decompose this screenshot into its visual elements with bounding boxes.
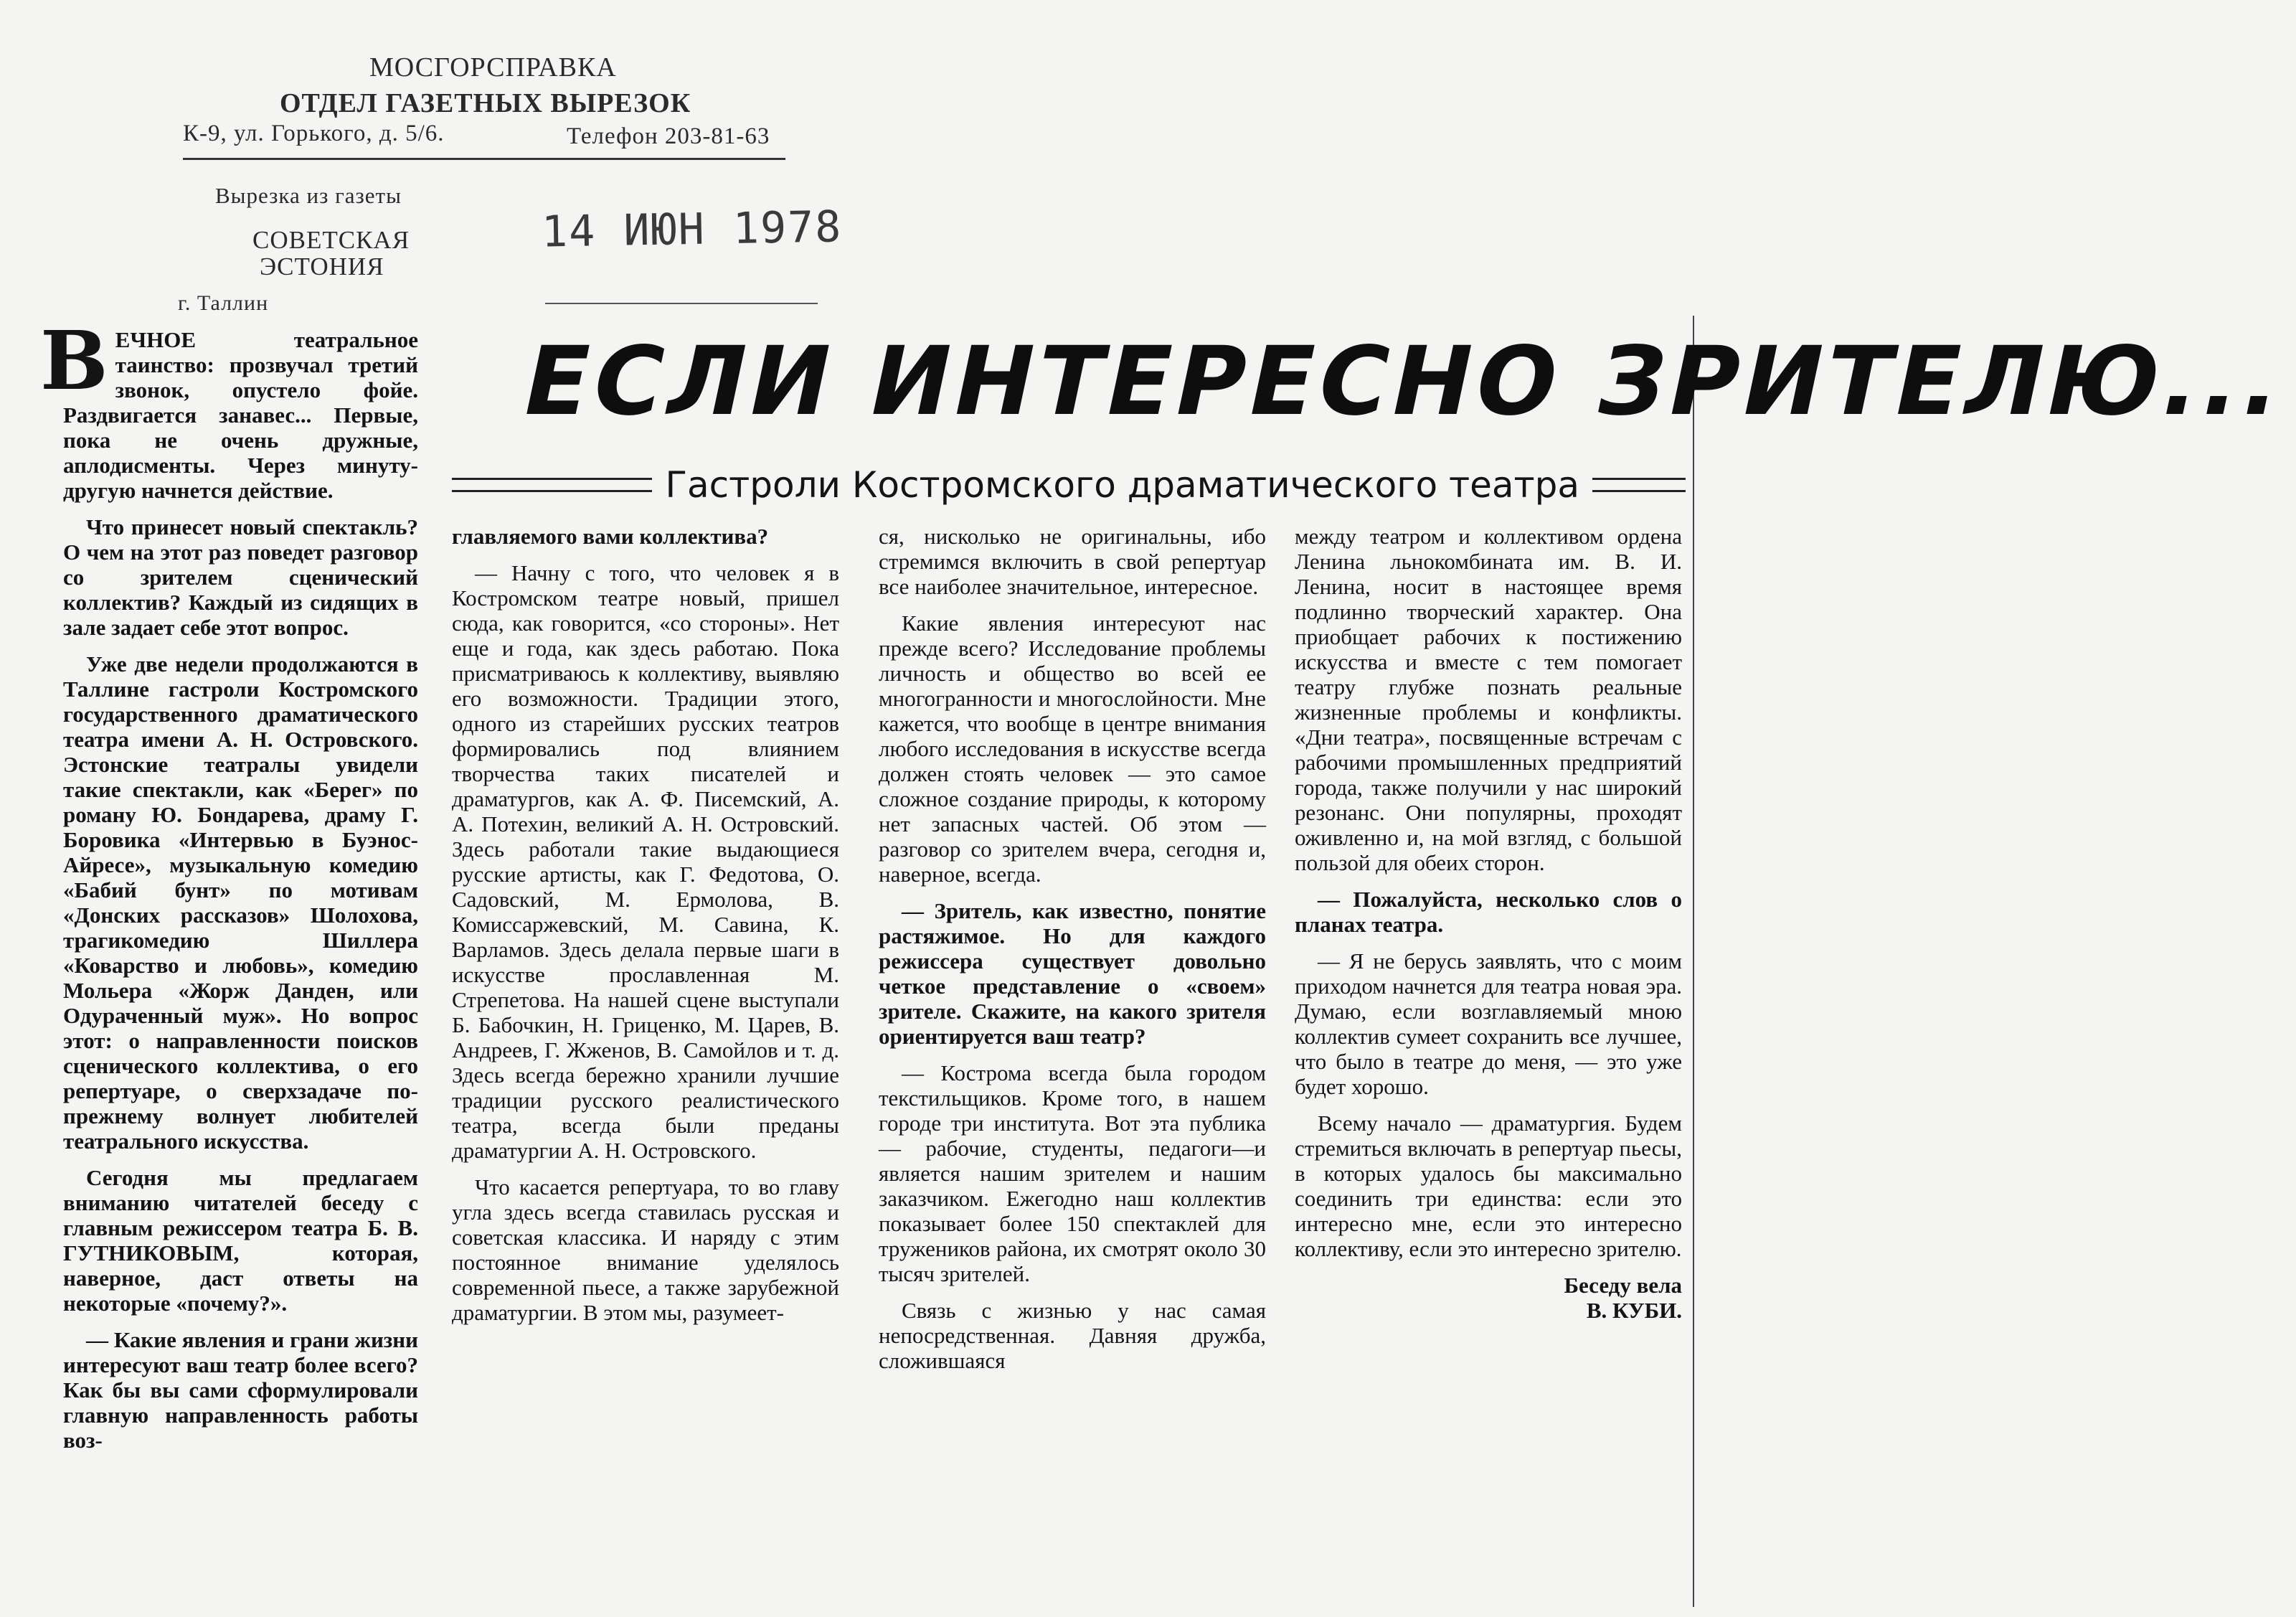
- stamp-bottom-rule: [545, 303, 818, 304]
- stamp-phone: Телефон 203-81-63: [567, 123, 770, 149]
- dropcap: В: [40, 314, 108, 408]
- answer-paragraph: Что касается репертуара, то во главу угла здесь всегда ставилась русская и советская классика. И наряду с этим постоянное внимание уделялось современной пьесе, а также зарубежной драматургии. В этом мы, разумеет-: [452, 1174, 839, 1325]
- answer-paragraph: Связь с жизнью у нас самая непосредственная. Давняя дружба, сложившаяся: [879, 1298, 1266, 1373]
- subheadline-row: [452, 459, 1686, 511]
- paragraph: Уже две недели продолжаются в Таллине гастроли Костромского государственного драматического театра имени А. Н. Островского. Эстонские театралы увидели такие спектакли, как «Берег» по роману Ю. Бондарева, драму Г. Боровика «Интервью в Буэнос-Айресе», музыкальную комедию «Бабий бунт» по мотивам «Донских рассказов» Шолохова, трагикомедию Шиллера «Коварство и любовь», комедию Мольера «Жорж Данден, или Одураченный муж». Но вопрос этот: о направленности поисков сценического коллектива, о его репертуаре, о сверхзадаче по-прежнему волнует любителей театрального искусства.: [63, 651, 418, 1154]
- subheadline: Гастроли Костромского драматического театра: [665, 464, 1579, 506]
- answer-paragraph: — Я не берусь заявлять, что с моим приходом начнется для театра новая эра. Думаю, если возглавляемый мною коллектив сумеет сохранить все лучшее, что было в театре до меня, — это уже будет хорошо.: [1295, 948, 1682, 1099]
- question-paragraph: — Пожалуйста, несколько слов о планах театра.: [1295, 887, 1682, 937]
- newspaper-name-line1: СОВЕТСКАЯ: [252, 226, 410, 254]
- article-column-3: [879, 524, 1266, 1607]
- answer-paragraph: Всему начало — драматургия. Будем стремиться включать в репертуар пьесы, в которых удалось бы максимально соединить три единства: если это интересно мне, если это интересно коллективу, если это интересно зрителю.: [1295, 1111, 1682, 1261]
- signature-author: В. КУБИ.: [1586, 1298, 1682, 1323]
- answer-paragraph: Какие явления интересуют нас прежде всего? Исследование проблемы личность и общество во всей ее многогранности и многослойности. Мне кажется, что вообще в центре внимания любого исследования в искусстве всегда должен стоять человек — это самое сложное создание природы, к которому нет запасных частей. Об этом — разговор со зрителем вчера, сегодня и, наверное, всегда.: [879, 610, 1266, 887]
- newspaper-name-line2: ЭСТОНИЯ: [260, 253, 384, 280]
- page-divider-line: [1693, 316, 1694, 1607]
- article-column-1: [40, 314, 418, 1611]
- stamp-dept: ОТДЕЛ ГАЗЕТНЫХ ВЫРЕЗОК: [280, 88, 691, 118]
- paragraph: Что принесет новый спектакль? О чем на этот раз поведет разговор со зрителем сценический коллектив? Каждый из сидящих в зале задает себе этот вопрос.: [63, 514, 418, 640]
- stamp-org: МОСГОРСПРАВКА: [369, 52, 617, 82]
- question-paragraph: — Зритель, как известно, понятие растяжимое. Но для каждого режиссера существует довольно четкое представление о «своем» зрителе. Скажите, на какого зрителя ориентируется ваш театр?: [879, 898, 1266, 1049]
- intro-text: ЕЧНОЕ театральное таинство: прозвучал третий звонок, опустело фойе. Раздвигается занавес... Первые, пока не очень дружные, аплодисменты. Через минуту-другую начнется действие.: [63, 327, 418, 503]
- subheadline-rule-left: [452, 478, 652, 492]
- paragraph: Сегодня мы предлагаем вниманию читателей беседу с главным режиссером театра Б. В. ГУТНИКОВЫМ, которая, наверное, даст ответы на некоторые «почему?».: [63, 1165, 418, 1316]
- date-stamp: [541, 202, 843, 257]
- city: г. Таллин: [178, 291, 269, 315]
- question-paragraph: главляемого вами коллектива?: [452, 524, 769, 549]
- subheadline-rule-right: [1592, 478, 1686, 492]
- answer-paragraph: — Кострома всегда была городом текстильщиков. Кроме того, в нашем городе три института. Вот эта публика — рабочие, студенты, педагоги—и является нашим зрителем и нашим заказчиком. Ежегодно наш коллектив показывает более 150 спектаклей для тружеников района, их смотрят около 30 тысяч зрителей.: [879, 1060, 1266, 1286]
- answer-paragraph: — Начну с того, что человек я в Костромском театре новый, пришел сюда, как говорится, «со стороны». Нет еще и года, как здесь работаю. Пока присматриваюсь к коллективу, выявляю его возможности. Традиции этого, одного из старейших русских театров формировались под влиянием творчества таких писателей и драматургов, как А. Ф. Писемский, А. А. Потехин, великий А. Н. Островский. Здесь работали такие выдающиеся русские артисты, как Г. Федотова, О. Садовский, М. Ермолова, В. Комиссаржевский, М. Савина, К. Варламов. Здесь делала первые шаги в искусстве прославленная М. Стрепетова. На нашей сцене выступали Б. Бабочкин, Н. Гриценко, М. Царев, В. Андреев, Г. Жженов, В. Самойлов и т. д. Здесь всегда бережно хранили лучшие традиции русского реалистического театра, всегда были преданы драматургии А. Н. Островского.: [452, 560, 839, 1163]
- signature-line1: Беседу вела: [1564, 1273, 1682, 1298]
- intro-paragraph: [40, 314, 418, 503]
- article-column-4: [1295, 524, 1682, 1607]
- stamp-address: К-9, ул. Горького, д. 5/6.: [183, 121, 445, 146]
- article-column-2: [452, 524, 839, 1607]
- stamp-underline: [183, 158, 785, 160]
- answer-paragraph: между театром и коллективом ордена Ленина льнокомбината им. В. И. Ленина, носит в настоящее время подлинно творческий характер. Она приобщает рабочих к постижению искусства и вместе с тем помогает театру глубже познать реальные жизненные проблемы и конфликты. «Дни театра», посвященные встречам с рабочими промышленных предприятий города, также получили у нас широкий резонанс. Они популярны, проходят оживленно и, на мой взгляд, с большой пользой для обеих сторон.: [1295, 524, 1682, 875]
- answer-paragraph: ся, нисколько не оригинальны, ибо стремимся включить в свой репертуар все наиболее значительное, интересное.: [879, 524, 1266, 599]
- question-paragraph: — Какие явления и грани жизни интересуют ваш театр более всего? Как бы вы сами сформулировали главную направленность работы воз-: [63, 1327, 418, 1453]
- headline: ЕСЛИ ИНТЕРЕСНО ЗРИТЕЛЮ...: [513, 326, 2296, 437]
- clip-label: Вырезка из газеты: [215, 183, 402, 208]
- date-stamp-text: 14 ИЮН 1978: [541, 202, 843, 258]
